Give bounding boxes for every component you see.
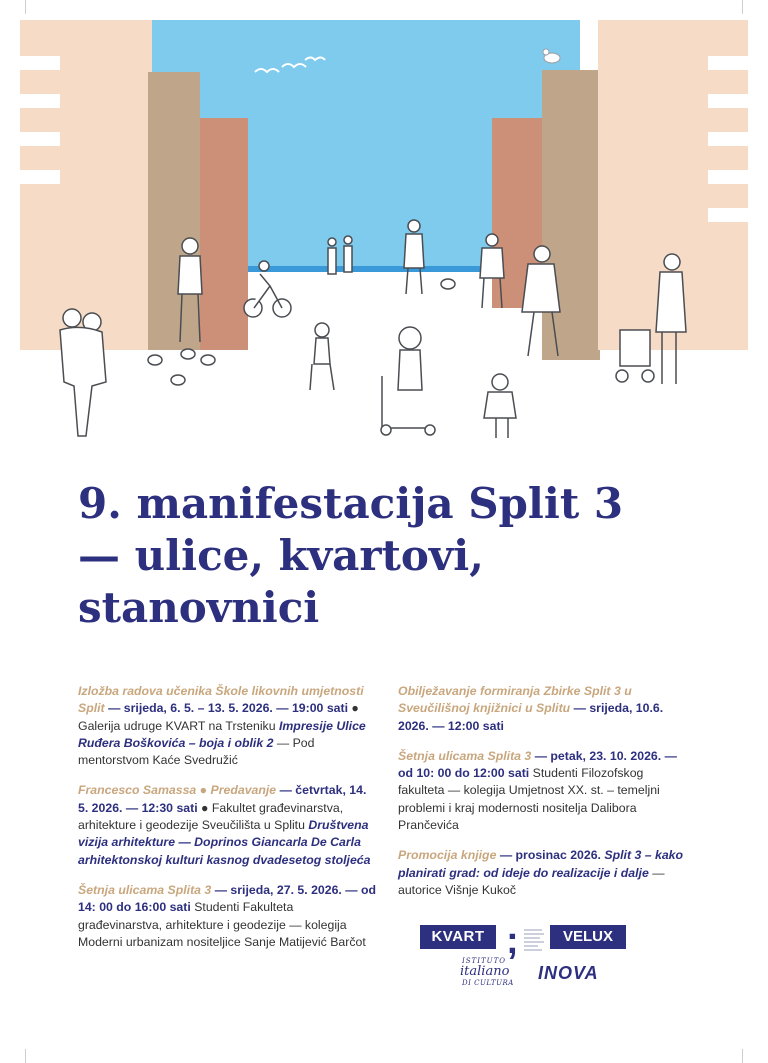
iic-line-3: DI CULTURA	[462, 979, 514, 987]
event-item	[78, 683, 378, 769]
event-place: Studenti Filozofskog fakulteta — kolegija Umjetnost XX. st. – temeljni problemi i kraj modernosti nositelja Dalibora Prančevića	[398, 766, 660, 833]
event-item	[78, 882, 378, 951]
event-item	[398, 748, 688, 834]
event-note: — autorice Višnje Kukoč	[398, 865, 665, 897]
event-item	[398, 847, 688, 899]
event-title: Impresije Ulice Ruđera Boškovića – boja i oblik 2	[78, 718, 366, 750]
event-date: — srijeda, 10.6. 2026. — 12:00 sati	[398, 701, 664, 733]
event-heading: Obilježavanje formiranja Zbirke Split 3 u Sveučilišnoj knjižnici u Splitu	[398, 684, 632, 716]
event-date: — četvrtak, 14. 5. 2026. — 12:30 sati	[78, 783, 367, 815]
event-title: Split 3 – kako planirati grad: od ideje do realizacije i dalje	[398, 848, 684, 880]
crop-mark	[25, 1049, 26, 1063]
event-heading: Promocija knjige	[398, 848, 497, 863]
event-heading: Šetnja ulicama Splita 3	[78, 882, 212, 897]
event-item	[78, 782, 378, 868]
title-line-1: 9. manifestacija Split 3	[78, 479, 624, 528]
crop-mark	[742, 0, 743, 14]
page-title	[78, 478, 728, 634]
event-date: — srijeda, 6. 5. – 13. 5. 2026. — 19:00 sati	[104, 701, 349, 716]
crop-mark	[25, 0, 26, 14]
program-left-column	[78, 683, 378, 964]
event-date: — petak, 23. 10. 2026. — od 10: 00 do 12:00 sati	[398, 748, 677, 781]
title-line-2: — ulice, kvartovi,	[78, 531, 484, 580]
event-heading: Francesco Samassa ● Predavanje	[78, 783, 277, 798]
event-place: ● Fakultet građevinarstva, arhitekture i geodezije Sveučilišta u Splitu	[78, 800, 344, 833]
velux-logo: VELUX	[550, 925, 626, 949]
event-place: ● Galerija udruge KVART na Trsteniku	[78, 701, 359, 733]
event-date: — prosinac 2026.	[496, 848, 601, 863]
tiny-text-logo	[524, 927, 546, 953]
inova-logo: INOVA	[538, 963, 599, 983]
title-line-3: stanovnici	[78, 583, 320, 632]
street-illustration	[20, 20, 748, 450]
event-item	[398, 683, 688, 735]
sponsor-logos	[420, 920, 720, 995]
iic-line-1: ISTITUTO	[462, 957, 506, 965]
iic-line-2: italiano	[460, 964, 510, 979]
crop-mark	[742, 1049, 743, 1063]
event-heading: Šetnja ulicama Splita 3	[398, 748, 532, 763]
program-right-column	[398, 683, 688, 912]
event-place: Studenti Fakulteta građevinarstva, arhitekture i geodezije — kolegija Moderni urbanizam nositeljice Sanje Matijević Barčot	[78, 900, 366, 949]
event-date: — srijeda, 27. 5. 2026. — od 14: 00 do 16:00 sati	[78, 882, 376, 915]
event-title: Društvena vizija arhitekture — Doprinos Giancarla De Carla arhitektonskoj kulturi kasnog dvadesetog stoljeća	[78, 818, 371, 867]
istituto-italiano-logo	[440, 955, 540, 991]
kvart-logo: KVART	[420, 925, 496, 949]
event-note: — Pod mentorstvom Kaće Svedružić	[78, 735, 315, 768]
event-heading: Izložba radova učenika Škole likovnih umjetnosti Split	[78, 684, 364, 716]
semicolon-logo: ;	[506, 920, 519, 962]
